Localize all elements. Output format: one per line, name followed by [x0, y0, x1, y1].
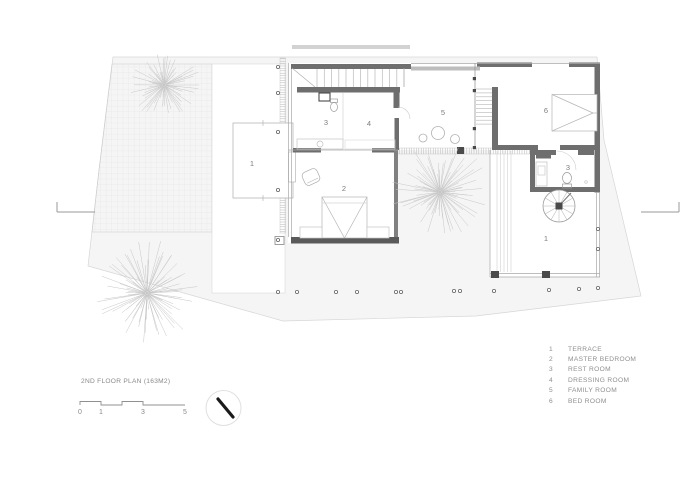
legend	[549, 344, 636, 406]
room-label-terrace-lower: 1	[543, 234, 549, 243]
room-label-master-bedroom: 2	[341, 184, 347, 193]
scale-tick-5: 5	[183, 409, 187, 416]
room-label-dressing-room: 4	[366, 119, 372, 128]
legend-room-label: TERRACE	[568, 345, 602, 353]
legend-row	[549, 386, 636, 396]
room-label-family-room: 5	[440, 108, 446, 117]
legend-room-label: BED ROOM	[568, 397, 607, 405]
scale-bar	[78, 402, 187, 417]
legend-row	[549, 396, 636, 406]
railing-bar	[411, 67, 480, 71]
legend-room-number: 1	[549, 345, 553, 353]
spiral-staircase	[543, 190, 575, 222]
canopy-bar	[292, 45, 410, 49]
section-marker-right	[641, 202, 679, 212]
room-label-terrace-upper: 1	[249, 159, 255, 168]
legend-room-number: 6	[549, 397, 553, 405]
room-label-rest-room: 3	[323, 118, 329, 127]
legend-row	[549, 375, 636, 385]
legend-room-label: DRESSING ROOM	[568, 376, 630, 384]
legend-room-label: FAMILY ROOM	[568, 387, 618, 395]
scale-tick-0: 0	[78, 409, 82, 416]
scale-tick-1: 1	[99, 409, 103, 416]
terrace-upper-left	[233, 120, 296, 201]
legend-room-number: 5	[549, 387, 553, 395]
legend-room-label: REST ROOM	[568, 366, 611, 374]
room-label-rest-room-lower: 3	[565, 163, 571, 172]
bed-room-bed	[552, 95, 597, 132]
scale-tick-3: 3	[141, 409, 145, 416]
legend-room-label: MASTER BEDROOM	[568, 356, 637, 364]
section-marker-left	[57, 202, 95, 212]
legend-room-number: 2	[549, 356, 553, 364]
room-label-bed-room: 6	[543, 106, 549, 115]
terrace-grid-deck	[92, 64, 212, 232]
legend-row	[549, 354, 636, 364]
legend-row	[549, 365, 636, 375]
legend-room-number: 3	[549, 366, 553, 374]
legend-row	[549, 344, 636, 354]
legend-room-number: 4	[549, 376, 553, 384]
drawing-title: 2ND FLOOR PLAN (163M2)	[81, 378, 171, 385]
north-arrow-icon	[206, 391, 241, 426]
